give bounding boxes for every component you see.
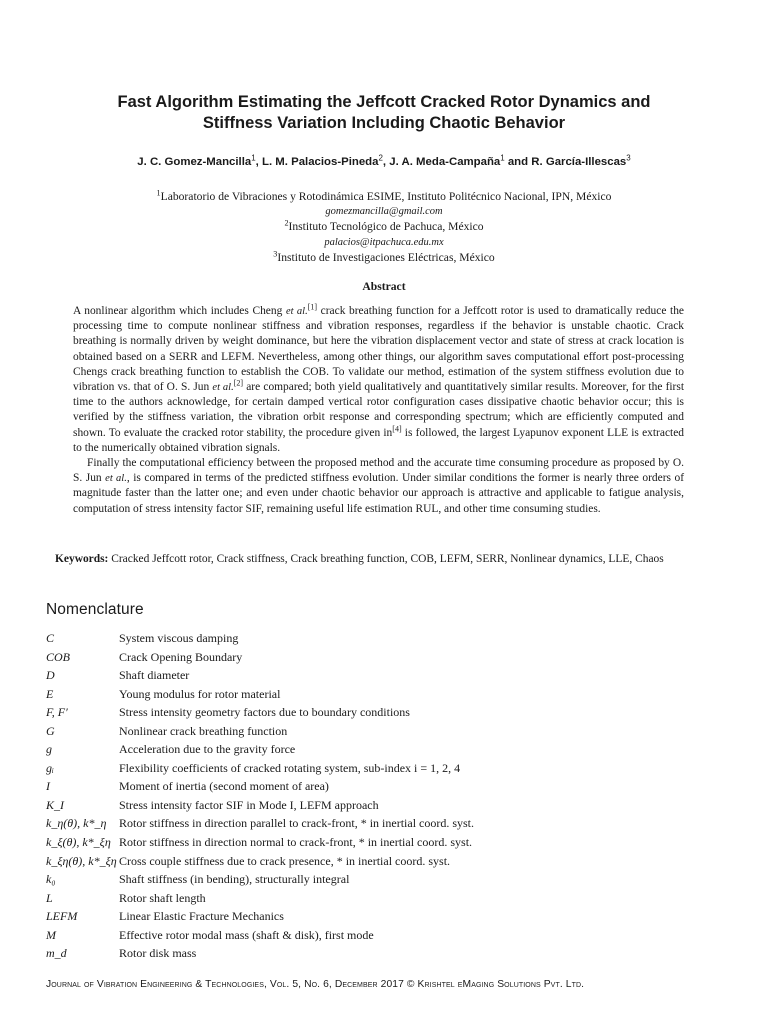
abstract-text: is followed, the largest Lyapunov exponent LLE is extracted to the numerically obtained vibration signals. (73, 426, 684, 454)
keywords-label: Keywords: (55, 553, 109, 565)
affiliation-number: 3 (273, 249, 278, 259)
nomenclature-description: Stress intensity factor SIF in Mode I, LEFM approach (119, 797, 379, 812)
nomenclature-symbol: g (46, 742, 52, 757)
nomenclature-description: Acceleration due to the gravity force (119, 742, 296, 757)
paper-title-line-1: Fast Algorithm Estimating the Jeffcott Cracked Rotor Dynamics and (117, 93, 651, 111)
affiliation-number: 2 (284, 218, 289, 228)
abstract-text: crack breathing function for a Jeffcott rotor is used to dramatically reduce the processing time to compute nonlinear stiffness and vibration responses, regardless if the behavior is unstable chaotic. Crack breathing is normally driven by weight dominance, but here the vibration displacement vector and state of stress at crack location is obtained based on a SERR and LEFM. Nevertheless, among other things, our algorithm saves computational effort post-processing Chengs crack breathing function to establish the COB. To validate our method, estimation of the system stiffness evolution due to vibration vs. that of O. S. Jun (73, 305, 684, 394)
nomenclature-symbol: k_η(θ), k*_η (46, 816, 107, 831)
nomenclature-row (46, 852, 706, 871)
citation-reference: [4] (392, 424, 402, 434)
nomenclature-symbol: K_I (46, 797, 64, 812)
nomenclature-row (46, 740, 706, 759)
abstract-heading: Abstract (362, 280, 406, 293)
nomenclature-heading: Nomenclature (46, 601, 144, 618)
journal-footer: Journal of Vibration Engineering & Technologies, Vol. 5, No. 6, December 2017 © Krishtel eMaging Solutions Pvt. Ltd. (46, 979, 585, 990)
author-name: J. C. Gomez-Mancilla (137, 156, 252, 168)
nomenclature-row (46, 926, 706, 945)
abstract-text: A nonlinear algorithm which includes Cheng (73, 305, 286, 317)
nomenclature-row (46, 759, 706, 778)
affiliation-email: palacios@itpachuca.edu.mx (324, 236, 444, 248)
nomenclature-description: Crack Opening Boundary (119, 649, 243, 664)
nomenclature-row (46, 666, 706, 685)
nomenclature-row (46, 722, 706, 741)
author-name: J. A. Meda-Campaña (389, 156, 501, 168)
abstract-text: are compared; both yield qualitatively and quantitatively similar results. Moreover, for the first time to the authors acknowledge, for certain damped vertical rotor configuration cases dissipative chaotic behavior occur; this is verified by the stiffness variation, the vibration orbit response and corresponding spectrum; which are efficiently computed and shown. To evaluate the cracked rotor stability, the procedure given in (73, 381, 684, 439)
nomenclature-description: Cross couple stiffness due to crack presence, * in inertial coord. syst. (119, 853, 451, 868)
nomenclature-symbol: I (46, 779, 50, 794)
nomenclature-symbol: gᵢ (46, 760, 54, 775)
nomenclature-symbol: k_ξη(θ), k*_ξη (46, 853, 117, 868)
nomenclature-description: Flexibility coefficients of cracked rotating system, sub-index i = 1, 2, 4 (119, 760, 461, 775)
citation-reference: [1] (307, 302, 318, 312)
nomenclature-description: Shaft stiffness (in bending), structurally integral (119, 872, 350, 887)
nomenclature-symbol: k₀ (46, 872, 56, 887)
affiliation (40, 189, 728, 204)
abstract-text: Finally the computational efficiency between the proposed method and the accurate time consuming procedure as proposed by O. S. Jun (73, 457, 684, 485)
nomenclature-row (46, 685, 706, 704)
nomenclature-row (46, 833, 706, 852)
nomenclature-row (46, 796, 706, 815)
nomenclature-row (46, 907, 706, 926)
citation-reference: [2] (233, 378, 244, 388)
nomenclature-symbol: k_ξ(θ), k*_ξη (46, 835, 111, 850)
nomenclature-symbol: E (46, 686, 54, 701)
affiliation-text: Instituto de Investigaciones Eléctricas, México (277, 250, 495, 264)
author-affiliation-mark: 2 (378, 153, 383, 163)
citation-et-al: et al. (105, 473, 127, 485)
affiliation-list (40, 189, 728, 265)
citation-et-al: et al. (285, 306, 308, 317)
nomenclature-row (46, 944, 706, 963)
author-name: L. M. Palacios-Pineda (262, 156, 379, 168)
nomenclature-row (46, 648, 706, 667)
keywords-line (55, 553, 735, 565)
affiliation-text: Instituto Tecnológico de Pachuca, México (288, 220, 484, 234)
nomenclature-description: Rotor stiffness in direction normal to crack-front, * in inertial coord. syst. (119, 835, 473, 850)
citation-et-al: et al. (212, 382, 234, 394)
nomenclature-description: Effective rotor modal mass (shaft & disk), first mode (119, 927, 374, 942)
affiliation (40, 219, 728, 234)
author-name: R. García-Illescas (531, 156, 627, 168)
nomenclature-description: System viscous damping (119, 631, 239, 645)
nomenclature-row (46, 703, 706, 722)
author-affiliation-mark: 1 (251, 153, 256, 163)
nomenclature-description: Moment of inertia (second moment of area) (119, 779, 329, 794)
nomenclature-row (46, 814, 706, 833)
nomenclature-table (46, 629, 706, 963)
nomenclature-row (46, 889, 706, 908)
nomenclature-symbol: COB (46, 649, 70, 664)
nomenclature-symbol: C (46, 631, 55, 645)
nomenclature-symbol: G (46, 723, 55, 738)
paper-title (40, 92, 728, 134)
nomenclature-row (46, 629, 706, 648)
nomenclature-symbol: M (46, 927, 56, 942)
nomenclature-description: Shaft diameter (119, 668, 190, 683)
nomenclature-symbol: L (46, 890, 53, 905)
affiliation-number: 1 (156, 188, 161, 198)
nomenclature-description: Nonlinear crack breathing function (119, 723, 288, 738)
nomenclature-description: Linear Elastic Fracture Mechanics (119, 909, 284, 924)
author-list: J. C. Gomez-Mancilla$^1$, L. M. Palacios-Pineda$^2$, J. A. Meda-Campaña$^1$ and R. García-Illescas$^3$ (137, 153, 631, 168)
affiliation-text: Laboratorio de Vibraciones y Rotodinámica ESIME, Instituto Politécnico Nacional, IPN, México (160, 190, 612, 203)
nomenclature-description: Young modulus for rotor material (119, 686, 281, 701)
author-affiliation-mark: 3 (626, 153, 631, 163)
nomenclature-symbol: D (46, 668, 55, 683)
nomenclature-description: Rotor disk mass (119, 946, 197, 961)
nomenclature-description: Rotor stiffness in direction parallel to crack-front, * in inertial coord. syst. (119, 816, 475, 831)
keywords-text: Cracked Jeffcott rotor, Crack stiffness, Crack breathing function, COB, LEFM, SERR, Nonlinear dynamics, LLE, Chaos (108, 553, 664, 565)
nomenclature-description: Stress intensity geometry factors due to boundary conditions (119, 705, 410, 720)
paper-title-line-2: Stiffness Variation Including Chaotic Behavior (202, 114, 566, 132)
abstract-paragraph-2 (73, 456, 684, 517)
abstract-text: , is compared in terms of the predicted stiffness evolution. Under similar conditions the former is nearly three orders of magnitude faster than the latter one; and even under chaotic behavior our approach is attractive and applicable to fatigue analysis, computation of stress intensity factor SIF, remaining useful life estimation RUL, and other time consuming studies. (73, 472, 685, 515)
nomenclature-description: Rotor shaft length (119, 890, 206, 905)
affiliation (40, 250, 728, 265)
nomenclature-symbol: m_d (46, 946, 67, 961)
nomenclature-row (46, 870, 706, 889)
nomenclature-symbol: F, F′ (46, 705, 68, 720)
affiliation-email: gomezmancilla@gmail.com (325, 206, 443, 218)
abstract-body (73, 304, 684, 517)
nomenclature-symbol: LEFM (46, 909, 78, 924)
abstract-paragraph-1 (73, 304, 684, 456)
author-affiliation-mark: 1 (500, 153, 505, 163)
nomenclature-row (46, 777, 706, 796)
